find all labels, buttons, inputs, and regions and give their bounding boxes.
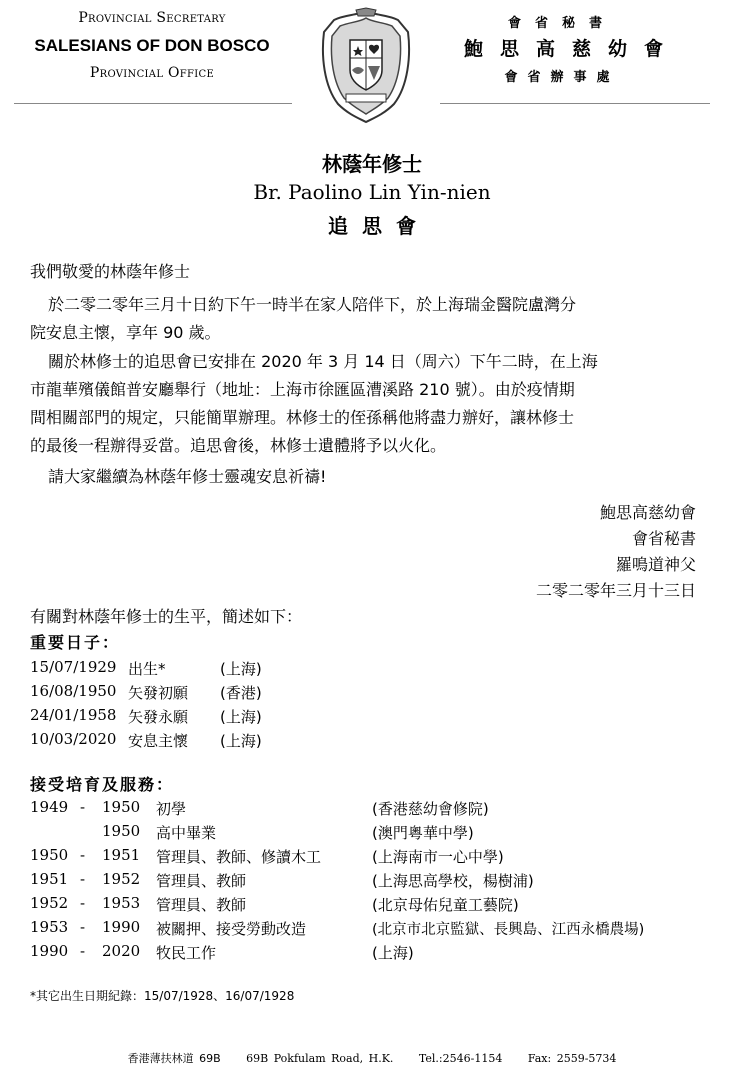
paragraph-arrangements-line4: 的最後一程辦得妥當。追思會後，林修士遺體將予以火化。	[30, 436, 447, 455]
service-to-year: 1951	[102, 846, 141, 864]
service-place: (澳門粵華中學)	[372, 824, 474, 842]
title-english-name: Br. Paolino Lin Yin-nien	[253, 180, 491, 204]
salesian-crest-logo	[316, 6, 416, 126]
key-date-date: 24/01/1958	[30, 706, 117, 724]
service-role: 被關押、接受勞動改造	[156, 920, 307, 938]
footer-chinese-address: 香港薄扶林道 69B	[127, 1052, 221, 1065]
service-dash: -	[80, 942, 86, 960]
birthdate-footnote: *其它出生日期紀錄：15/07/1928、16/07/1928	[30, 989, 295, 1003]
title-chinese-name: 林蔭年修士	[322, 152, 422, 176]
service-to-year: 1950	[102, 798, 141, 816]
paragraph-passing	[30, 291, 710, 347]
paragraph-arrangements-line2: 市龍華殯儀館普安廳舉行（地址：上海市徐匯區漕溪路 210 號）。由於疫情期	[30, 380, 575, 399]
service-to-year: 1952	[102, 870, 141, 888]
service-dash: -	[80, 846, 86, 864]
service-from-year: 1952	[30, 894, 69, 912]
key-date-place: (上海)	[220, 732, 262, 750]
paragraph-passing-line1: 於二零二零年三月十日約下午一時半在家人陪伴下，於上海瑞金醫院盧灣分	[48, 295, 577, 314]
service-heading: 接受培育及服務：	[30, 775, 175, 794]
service-from-year: 1950	[30, 846, 69, 864]
service-from-year: 1951	[30, 870, 69, 888]
service-place: (上海思高學校，楊樹浦)	[372, 872, 534, 890]
paragraph-arrangements-line3: 間相關部門的規定，只能簡單辦理。林修士的侄孫稱他將盡力辦好，讓林修士	[30, 408, 575, 427]
key-date-event: 矢發初願	[128, 684, 189, 702]
key-date-event: 矢發永願	[128, 708, 189, 726]
biography-intro: 有關對林蔭年修士的生平，簡述如下：	[30, 607, 303, 626]
service-dash: -	[80, 894, 86, 912]
salutation: 我們敬愛的林蔭年修士	[30, 262, 191, 281]
key-date-date: 15/07/1929	[30, 658, 117, 676]
key-dates-heading: 重要日子：	[30, 633, 121, 652]
signature-date: 二零二零年三月十三日	[535, 581, 696, 600]
service-place: (北京母佑兒童工藝院)	[372, 896, 519, 914]
service-to-year: 1950	[102, 822, 141, 840]
service-role: 初學	[156, 800, 187, 818]
service-from-year: 1953	[30, 918, 69, 936]
service-to-year: 2020	[102, 942, 141, 960]
title-memorial-service: 追思會	[328, 214, 430, 238]
footer-fax: Fax: 2559-5734	[527, 1052, 617, 1065]
key-date-place: (上海)	[220, 708, 262, 726]
key-date-event: 出生*	[128, 660, 166, 678]
service-dash: -	[80, 798, 86, 816]
service-role: 牧民工作	[156, 944, 217, 962]
key-date-event: 安息主懷	[128, 732, 189, 750]
letterhead-english-line1: Provincial Secretary	[78, 10, 226, 26]
service-role: 管理員、教師、修讀木工	[156, 848, 322, 866]
service-place: (北京市北京監獄、長興島、江西永橋農場)	[372, 922, 645, 938]
service-to-year: 1990	[102, 918, 141, 936]
key-date-date: 16/08/1950	[30, 682, 117, 700]
paragraph-arrangements-line1: 關於林修士的追思會已安排在 2020 年 3 月 14 日（周六）下午二時，在上海	[48, 352, 598, 371]
service-role: 管理員、教師	[156, 872, 247, 890]
letterhead-chinese-line3: 會省辦事處	[504, 70, 620, 85]
key-date-date: 10/03/2020	[30, 730, 117, 748]
signature-organization: 鮑思高慈幼會	[599, 503, 696, 522]
letterhead-english-line3: Provincial Office	[89, 65, 215, 81]
letterhead-rule-left	[14, 103, 292, 104]
letterhead-rule-right	[440, 103, 710, 104]
key-date-place: (上海)	[220, 660, 262, 678]
signature-name: 羅鳴道神父	[615, 555, 696, 574]
footer-contact	[0, 1050, 744, 1066]
letterhead-organization-name: SALESIANS OF DON BOSCO	[34, 36, 270, 55]
service-dash: -	[80, 918, 86, 936]
service-dash: -	[80, 870, 86, 888]
paragraph-arrangements	[30, 348, 710, 460]
footer-english-address: 69B Pokfulam Road, H.K.	[246, 1052, 394, 1065]
paragraph-prayer: 請大家繼續為林蔭年修士靈魂安息祈禱!	[48, 467, 327, 486]
paragraph-passing-line2: 院安息主懷，享年 90 歲。	[30, 323, 221, 342]
service-role: 高中畢業	[156, 824, 217, 842]
service-place: (上海南市一心中學)	[372, 848, 504, 866]
letterhead-chinese-line1: 會省秘書	[507, 16, 616, 31]
service-place: (香港慈幼會修院)	[372, 800, 489, 818]
service-place: (上海)	[372, 944, 414, 962]
service-role: 管理員、教師	[156, 896, 247, 914]
letterhead-chinese-organization-name: 鮑思高慈幼會	[463, 38, 680, 60]
key-date-place: (香港)	[220, 684, 262, 702]
service-from-year: 1990	[30, 942, 69, 960]
footer-telephone: Tel.:2546-1154	[418, 1052, 503, 1065]
service-to-year: 1953	[102, 894, 141, 912]
signature-role: 會省秘書	[631, 529, 696, 548]
service-from-year: 1949	[30, 798, 69, 816]
